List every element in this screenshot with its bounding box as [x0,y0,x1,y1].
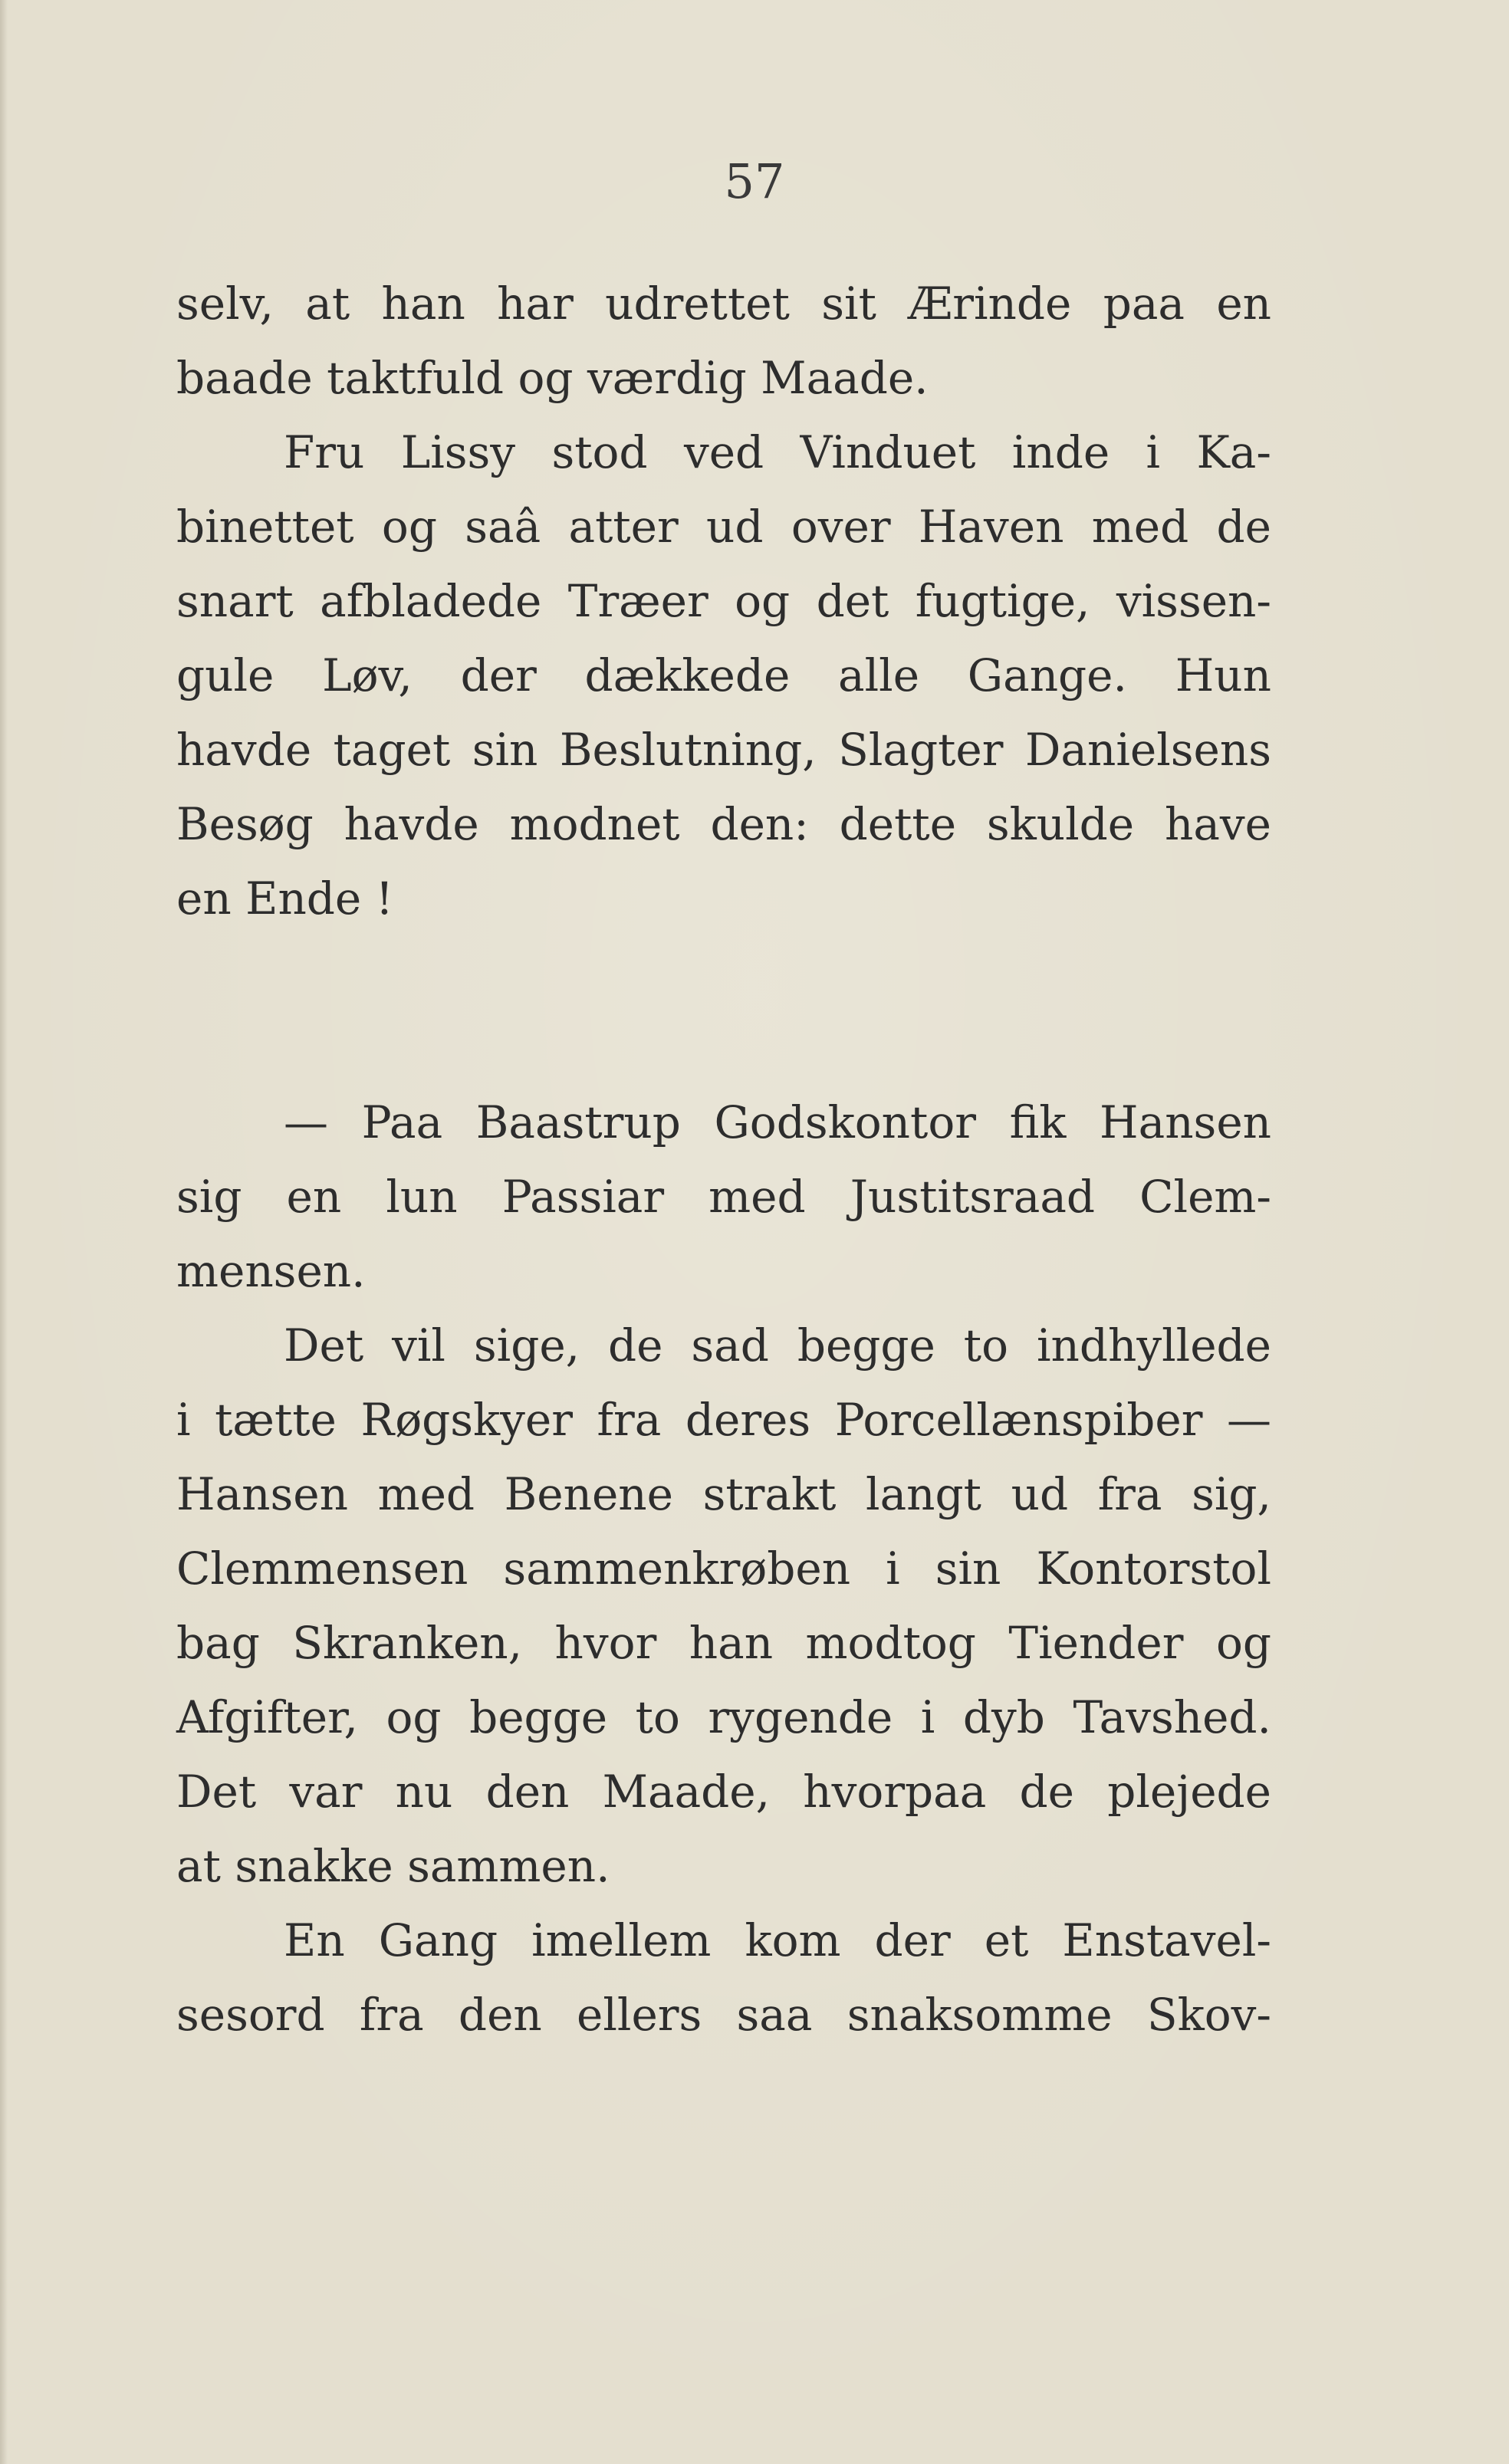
text-line: Hansen med Benene strakt langt ud fra sig, [176,1468,1271,1520]
text-line: at snakke sammen. [176,1840,610,1892]
text-line: en Ende ! [176,872,394,925]
text-line: baade taktfuld og værdig Maade. [176,352,929,404]
text-line: En Gang imellem kom der et Enstavel- [284,1914,1271,1966]
page-number: 57 [724,153,785,209]
text-line: Besøg havde modnet den: dette skulde have [176,798,1271,850]
text-line: — Paa Baastrup Godskontor fik Hansen [284,1096,1271,1148]
text-section-2 [176,1086,1271,2052]
text-line: binettet og saâ atter ud over Haven med de [176,501,1271,553]
text-line: i tætte Røgskyer fra deres Porcellænspiber — [176,1394,1271,1446]
text-line: Fru Lissy stod ved Vinduet inde i Ka- [284,426,1271,478]
text-line: havde taget sin Beslutning, Slagter Danielsens [176,724,1271,776]
text-line: Det var nu den Maade, hvorpaa de plejede [176,1766,1271,1818]
text-section-1 [176,267,1271,936]
text-line: Afgifter, og begge to rygende i dyb Tavshed. [176,1691,1271,1743]
text-line: Clemmensen sammenkrøben i sin Kontorstol [176,1542,1271,1595]
text-line: sig en lun Passiar med Justitsraad Clem- [176,1171,1271,1223]
text-line: selv, at han har udrettet sit Ærinde paa en [176,278,1271,330]
text-line: gule Løv, der dækkede alle Gange. Hun [176,649,1271,701]
text-line: sesord fra den ellers saa snaksomme Skov- [176,1989,1271,2041]
text-line: snart afbladede Træer og det fugtige, vissen- [176,575,1271,627]
text-line: Det vil sige, de sad begge to indhyllede [284,1319,1271,1372]
text-line: bag Skranken, hvor han modtog Tiender og [176,1617,1271,1669]
text-line: mensen. [176,1245,366,1297]
page-edge-shadow [0,0,8,2464]
